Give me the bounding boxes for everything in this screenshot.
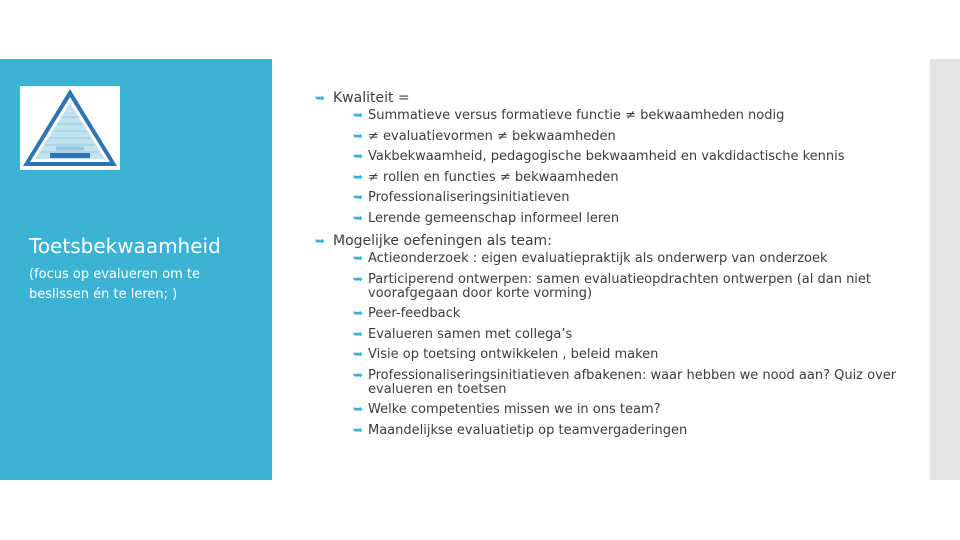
curved-arrow-icon: ➥ xyxy=(353,367,364,382)
curved-arrow-icon: ➥ xyxy=(353,190,364,204)
list-item: ➥ Maandelijkse evaluatietip op teamvergaderingen xyxy=(353,422,688,438)
curved-arrow-icon: ➥ xyxy=(353,108,364,122)
slide-title: Toetsbekwaamheid xyxy=(29,234,221,258)
slide-subtitle: (focus op evalueren om te beslissen én te leren; ) xyxy=(29,267,201,302)
curved-arrow-icon: ➥ xyxy=(353,271,364,286)
list-item: ➥ ≠ rollen en functies ≠ bekwaamheden xyxy=(353,169,619,185)
curved-arrow-icon: ➥ xyxy=(353,402,364,416)
pyramid-icon xyxy=(20,86,120,170)
curved-arrow-icon: ➥ xyxy=(315,91,326,105)
curved-arrow-icon: ➥ xyxy=(353,306,364,320)
list-item: ➥ ≠ evaluatievormen ≠ bekwaamheden xyxy=(353,128,616,144)
list-item: ➥ Lerende gemeenschap informeel leren xyxy=(353,210,620,226)
list-item: ➥ Participerend ontwerpen: samen evaluatieopdrachten ontwerpen (al dan niet voorafgegaan door korte vorming) xyxy=(353,271,872,301)
curved-arrow-icon: ➥ xyxy=(353,169,364,184)
list-item: ➥ Welke competenties missen we in ons team? xyxy=(353,402,661,417)
bullet-list xyxy=(315,88,915,443)
curved-arrow-icon: ➥ xyxy=(353,149,364,163)
curved-arrow-icon: ➥ xyxy=(315,234,326,248)
list-item: ➥ Actieonderzoek : eigen evaluatiepraktijk als onderwerp van onderzoek xyxy=(353,251,828,266)
curved-arrow-icon: ➥ xyxy=(353,251,364,265)
list-item: ➥ Professionaliseringsinitiatieven xyxy=(353,190,570,205)
list-item: ➥ Visie op toetsing ontwikkelen , beleid maken xyxy=(353,347,659,362)
curved-arrow-icon: ➥ xyxy=(353,128,364,143)
pyramid-diagram-image xyxy=(20,86,120,170)
section-heading: ➥ Kwaliteit = xyxy=(315,90,410,106)
curved-arrow-icon: ➥ xyxy=(353,422,364,437)
curved-arrow-icon: ➥ xyxy=(353,210,364,225)
list-item: ➥ Peer-feedback xyxy=(353,306,461,321)
right-edge-strip xyxy=(930,59,960,480)
list-item: ➥ Evalueren samen met collega’s xyxy=(353,326,573,342)
section-heading: ➥ Mogelijke oefeningen als team: xyxy=(315,233,552,249)
list-item: ➥ Summatieve versus formatieve functie ≠ bekwaamheden nodig xyxy=(353,108,785,123)
curved-arrow-icon: ➥ xyxy=(353,326,364,341)
curved-arrow-icon: ➥ xyxy=(353,347,364,361)
list-item: ➥ Professionaliseringsinitiatieven afbakenen: waar hebben we nood aan? Quiz over evalueren en toetsen xyxy=(353,367,897,397)
list-item: ➥ Vakbekwaamheid, pedagogische bekwaamheid en vakdidactische kennis xyxy=(353,149,845,164)
